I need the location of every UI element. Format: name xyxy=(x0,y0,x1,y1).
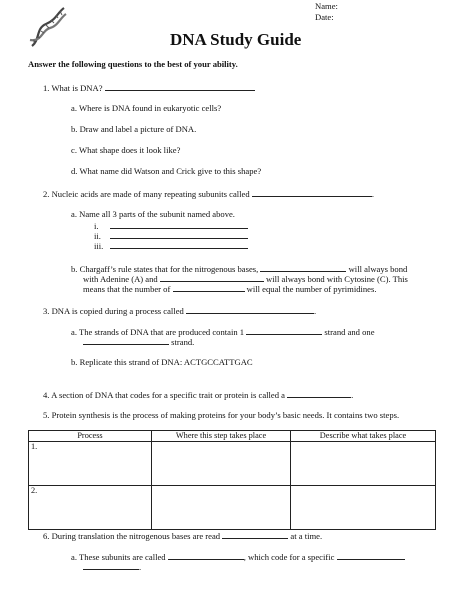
question-text: 2. Nucleic acids are made of many repeating subunits called xyxy=(43,189,250,199)
question-3a-line2 xyxy=(83,336,194,348)
table-cell[interactable]: 1. xyxy=(29,442,152,486)
answer-blank[interactable] xyxy=(83,336,169,345)
question-1b: b. Draw and label a picture of DNA. xyxy=(71,124,197,134)
question-text: a. These subunits are called xyxy=(71,552,166,562)
answer-blank[interactable] xyxy=(222,530,288,539)
answer-blank[interactable] xyxy=(246,326,322,335)
answer-blank[interactable] xyxy=(252,188,372,197)
question-5: 5. Protein synthesis is the process of making proteins for your body’s basic needs. It contains two steps. xyxy=(43,410,400,420)
roman-item-3 xyxy=(94,240,248,252)
table-header: Where this step takes place xyxy=(152,431,291,442)
question-1a: a. Where is DNA found in eukaryotic cells? xyxy=(71,103,222,113)
answer-blank[interactable] xyxy=(287,389,351,398)
table-header-row xyxy=(29,431,436,442)
table-header: Process xyxy=(29,431,152,442)
answer-blank[interactable] xyxy=(168,551,244,560)
table-cell[interactable] xyxy=(291,486,436,530)
question-text: means that the number of xyxy=(83,284,171,294)
page-title: DNA Study Guide xyxy=(170,30,302,49)
roman-numeral: i. xyxy=(94,221,99,231)
answer-blank[interactable] xyxy=(173,283,245,292)
question-text: strand. xyxy=(171,337,195,347)
table-row xyxy=(29,442,436,486)
question-text: with Adenine (A) and xyxy=(83,274,158,284)
answer-blank[interactable] xyxy=(83,561,139,570)
roman-numeral: iii. xyxy=(94,241,104,251)
question-text: a. The strands of DNA that are produced contain 1 xyxy=(71,327,245,337)
question-3: 3. DNA is copied during a process called . xyxy=(43,306,317,316)
question-text: 3. DNA is copied during a process called xyxy=(43,306,184,316)
question-text: strand and one xyxy=(324,327,375,337)
question-2b-line3 xyxy=(83,283,377,295)
question-6 xyxy=(43,530,322,542)
question-text: at a time. xyxy=(290,531,323,541)
question-2: 2. Nucleic acids are made of many repeating subunits called . xyxy=(43,189,374,199)
question-text: 1. What is DNA? xyxy=(43,83,103,93)
table-row xyxy=(29,486,436,530)
question-text: will always bond with Cytosine (C). This xyxy=(266,274,408,284)
answer-blank[interactable] xyxy=(337,551,405,560)
question-text: , which code for a specific xyxy=(243,552,335,562)
question-4: 4. A section of DNA that codes for a specific trait or protein is called a . xyxy=(43,390,354,400)
table-cell[interactable] xyxy=(152,442,291,486)
answer-blank[interactable] xyxy=(110,240,248,249)
answer-blank[interactable] xyxy=(160,273,264,282)
table-cell[interactable] xyxy=(291,442,436,486)
question-1d: d. What name did Watson and Crick give to this shape? xyxy=(71,166,262,176)
question-text: b. Chargaff’s rule states that for the nitrogenous bases, xyxy=(71,264,259,274)
question-2a: a. Name all 3 parts of the subunit named above. xyxy=(71,209,235,219)
roman-numeral: ii. xyxy=(94,231,101,241)
question-text: 4. A section of DNA that codes for a specific trait or protein is called a xyxy=(43,390,285,400)
dna-helix-icon xyxy=(28,6,68,50)
table-cell[interactable]: 2. xyxy=(29,486,152,530)
answer-blank[interactable] xyxy=(110,230,248,239)
question-text: 6. During translation the nitrogenous bases are read xyxy=(43,531,221,541)
question-text: will always bond xyxy=(348,264,408,274)
answer-blank[interactable] xyxy=(186,305,314,314)
answer-blank[interactable] xyxy=(260,263,346,272)
table-cell[interactable] xyxy=(152,486,291,530)
date-label: Date: xyxy=(315,12,334,22)
question-1c: c. What shape does it look like? xyxy=(71,145,181,155)
answer-blank[interactable] xyxy=(105,82,255,91)
question-6a-line2: . xyxy=(83,561,141,573)
instructions: Answer the following questions to the best of your ability. xyxy=(28,59,238,69)
question-text: will equal the number of pyrimidines. xyxy=(246,284,377,294)
table-header: Describe what takes place xyxy=(291,431,436,442)
question-1 xyxy=(43,82,255,94)
protein-synthesis-table xyxy=(28,430,436,530)
question-3b: b. Replicate this strand of DNA: ACTGCCATTGAC xyxy=(71,357,253,367)
name-label: Name: xyxy=(315,1,338,11)
answer-blank[interactable] xyxy=(110,220,248,229)
